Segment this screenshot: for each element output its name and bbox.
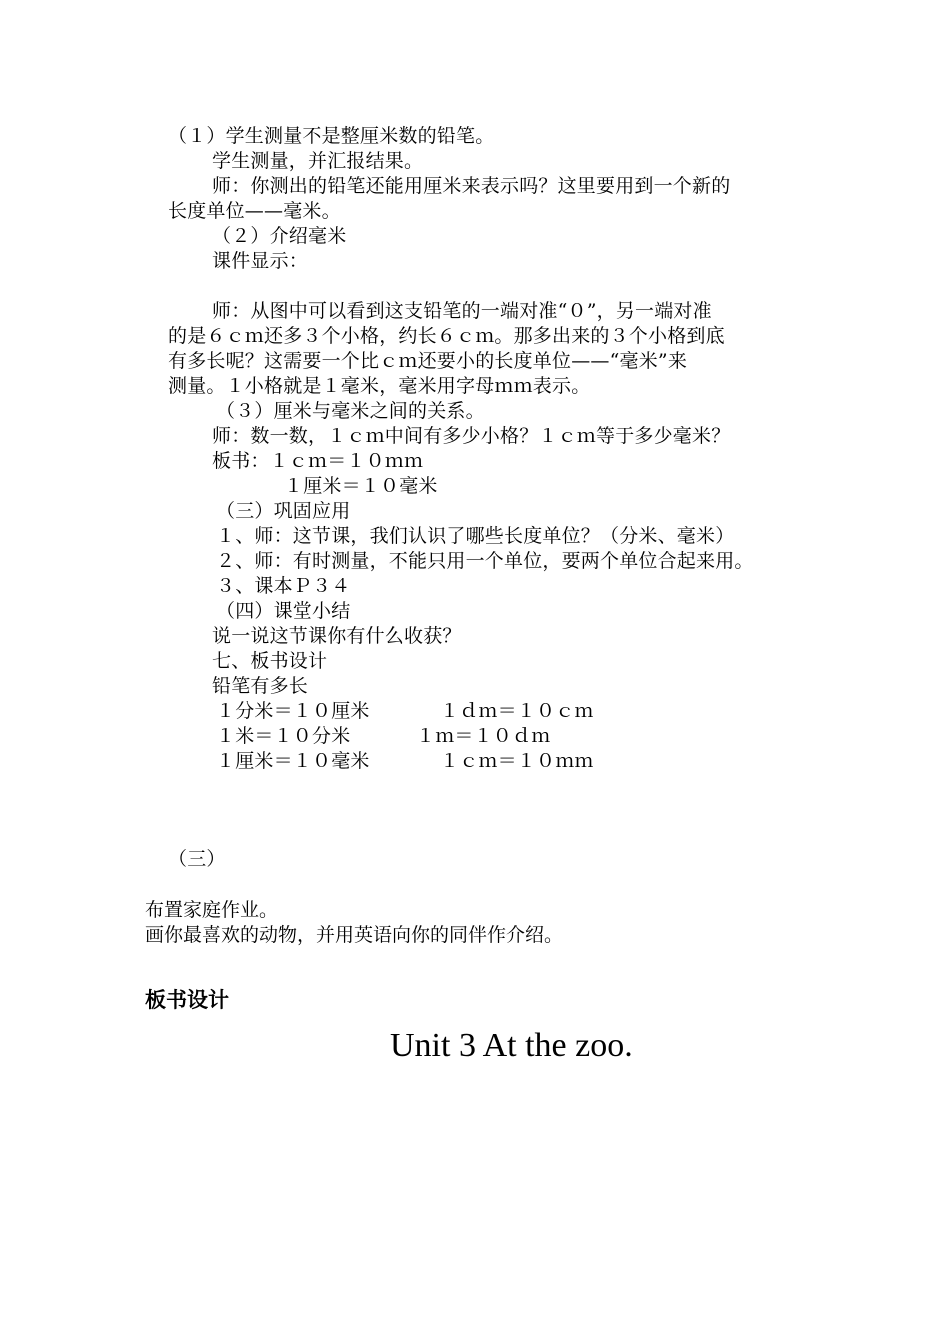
text-line: （３）厘米与毫米之间的关系。 [216,400,485,422]
text-line: １厘米＝１０毫米 [284,475,438,497]
section-label: （三） [168,848,226,870]
unit-title: Unit 3 At the zoo. [390,1027,633,1064]
text-line: 测量。１小格就是１毫米，毫米用字母ｍｍ表示。 [168,375,591,397]
text-line: １、师：这节课，我们认识了哪些长度单位？（分米、毫米） [216,525,735,547]
text-line: 课件显示： [212,250,309,272]
text-line: 师：从图中可以看到这支铅笔的一端对准“０”，另一端对准 [212,300,712,322]
text-line: 铅笔有多长 [212,675,309,697]
board-row-right: １ｄｍ＝１０ｃｍ [440,700,594,722]
text-line: （三）巩固应用 [216,500,351,522]
homework-text: 画你最喜欢的动物，并用英语向你的同伴作介绍。 [145,924,564,946]
text-line: 七、板书设计 [212,650,328,672]
text-line: 师：数一数，１ｃｍ中间有多少小格？１ｃｍ等于多少毫米？ [212,425,731,447]
board-row-right: １ｃｍ＝１０ｍｍ [440,750,594,772]
text-line: 长度单位——毫米。 [168,200,341,222]
text-line: 学生测量，并汇报结果。 [212,150,424,172]
text-line: 板书：１ｃｍ＝１０ｍｍ [212,450,424,472]
board-row-left: １米＝１０分米 [216,725,351,747]
board-row-left: １厘米＝１０毫米 [216,750,370,772]
text-line: ３、课本Ｐ３４ [216,575,351,597]
text-line: 说一说这节课你有什么收获？ [212,625,462,647]
text-line: （四）课堂小结 [216,600,351,622]
text-line: 有多长呢？这需要一个比ｃｍ还要小的长度单位——“毫米”来 [168,350,688,372]
board-row-left: １分米＝１０厘米 [216,700,370,722]
board-row-right: １ｍ＝１０ｄｍ [416,725,551,747]
text-line: 师：你测出的铅笔还能用厘米来表示吗？这里要用到一个新的 [212,175,731,197]
text-line: （１）学生测量不是整厘米数的铅笔。 [168,125,495,147]
text-line: ２、师：有时测量，不能只用一个单位，要两个单位合起来用。 [216,550,754,572]
text-line: 的是６ｃｍ还多３个小格，约长６ｃｍ。那多出来的３个小格到底 [168,325,725,347]
homework-title: 布置家庭作业。 [145,899,279,921]
text-line: （２）介绍毫米 [212,225,347,247]
board-design-heading: 板书设计 [145,988,229,1012]
